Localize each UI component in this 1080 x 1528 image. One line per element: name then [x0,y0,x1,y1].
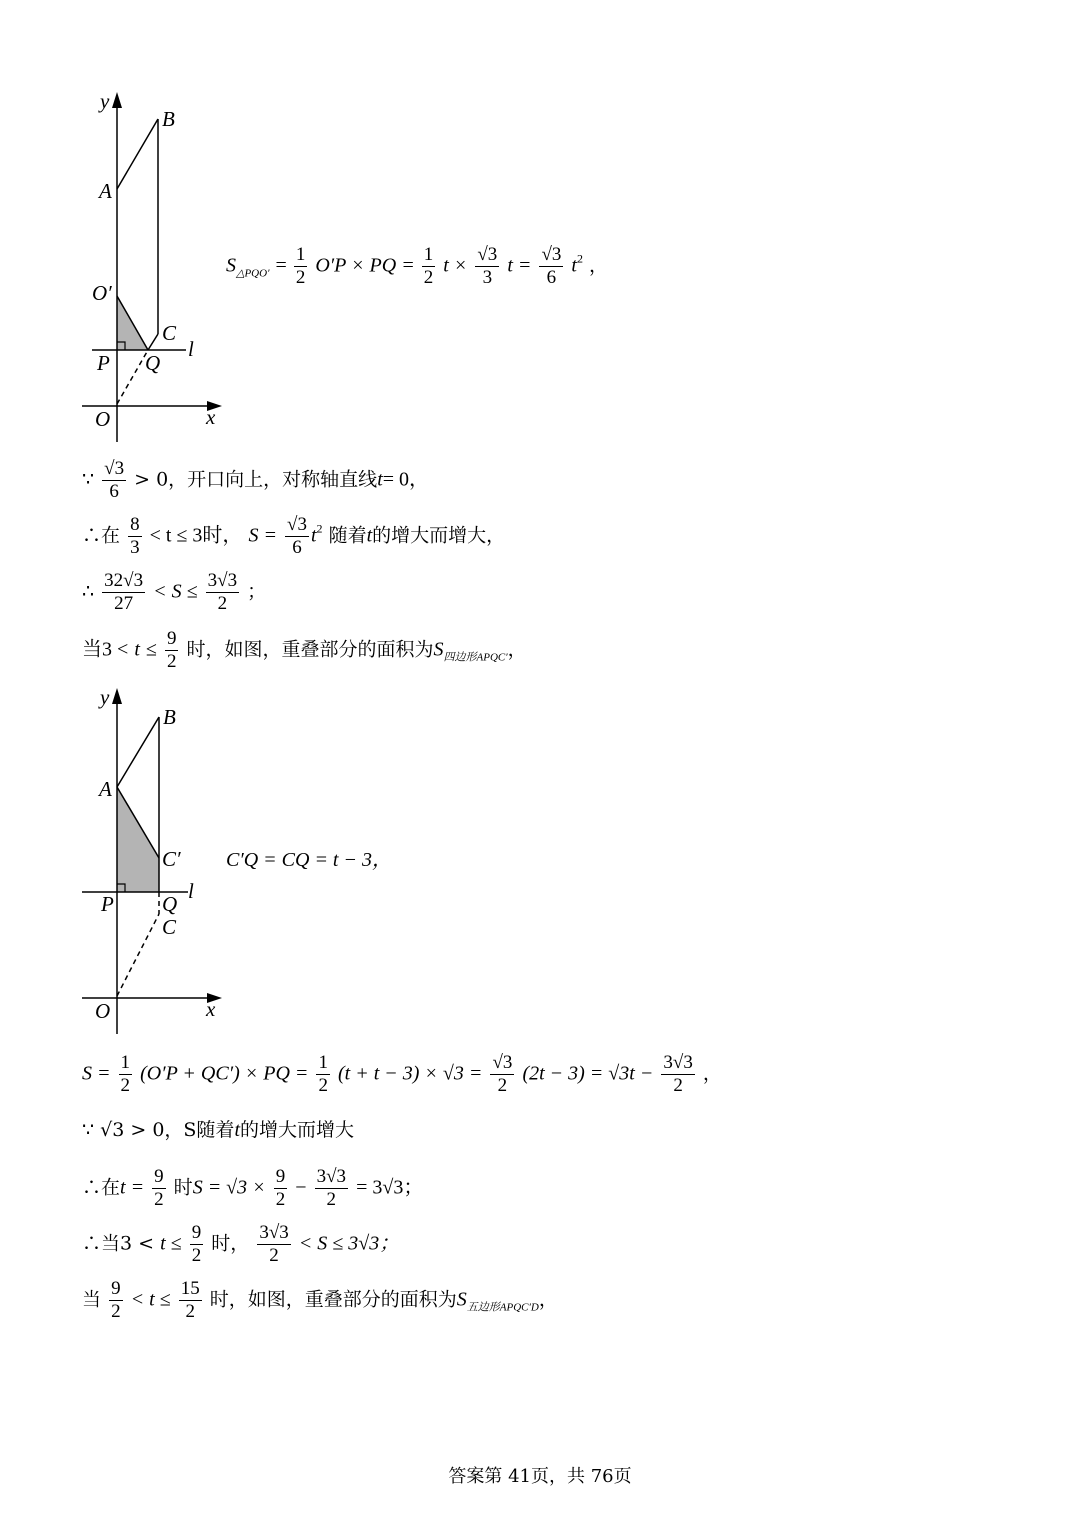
area-formula-2: S = $\frac{1}{2}$ (O′P + QC′) × PQ = $\frac{1}{2}$ (t + t − 3) × √3 = $\frac{√3}{2}$ (2t − 3) = √3t − $\frac{3√3}{2}$ ， [82,1052,722,1096]
label-p: P [101,892,114,916]
segment-cq [148,334,158,350]
y-axis-arrow [112,688,122,704]
length-formula: C′Q = CQ = t − 3， [226,849,392,871]
label-c: C [162,915,177,939]
label-o: O [95,407,111,431]
reason-line-1: ∵ $\frac{√3}{6}$ > 0，开口向上，对称轴直线t= 0， [82,458,430,502]
page-footer: 答案第 41页，共 76页 [448,1466,632,1487]
shaded-quadrilateral-apqc [117,787,159,892]
label-b: B [163,705,176,729]
reason-line-3: ∴ $\frac{32√3}{27}$ < S ≤ $\frac{3√3}{2}$ ； [82,570,267,614]
reason-line-5: ∴在t = $\frac{9}{2}$ 时S = √3 × $\frac{9}{2}$ − $\frac{3√3}{2}$ = 3√3； [82,1166,424,1210]
dashed-oc [117,914,159,996]
label-q: Q [145,351,161,375]
label-q: Q [162,892,178,916]
dashed-oq [117,350,148,404]
label-l: l [188,879,194,903]
label-x: x [206,997,216,1021]
label-o: O [95,999,111,1023]
case-line-2: 当 $\frac{9}{2}$ < t ≤ $\frac{15}{2}$ 时，如图，重叠部分的面积为$S_{五边形APQC'D}$， [82,1278,558,1322]
label-p: P [97,351,110,375]
label-l: l [188,337,194,361]
reason-line-6: ∴当3 < t ≤ $\frac{9}{2}$ 时， $\frac{3√3}{2}$ < S ≤ 3√3； [82,1222,400,1266]
reason-line-4: ∵ √3 > 0，S随着t的增大而增大 [82,1119,355,1141]
figure-1 [70,88,240,448]
case-line-1: 当3 < t ≤ $\frac{9}{2}$ 时，如图，重叠部分的面积为$S_{四边形APQC'}$， [82,628,527,672]
label-c-prime: C′ [162,847,181,871]
label-a: A [99,777,112,801]
label-o-prime: O′ [92,281,112,305]
label-c: C [162,321,177,345]
label-x: x [206,405,216,429]
label-b: B [162,107,175,131]
segment-ab [117,119,158,189]
y-axis-arrow [112,92,122,108]
figure-2 [70,680,240,1040]
area-formula-1: $S_{\triangle PQO'}$ = $\frac{1}{2}$ O′P × PQ = $\frac{1}{2}$ t × $\frac{√3}{3}$ t = $\frac{√3}{6}$ $t^2$ ， [226,244,609,288]
segment-ab [117,717,159,787]
reason-line-2: ∴在 $\frac{8}{3}$ < t ≤ 3时， S = $\frac{√3}{6}$ $t^2$ 随着t的增大而增大， [82,514,506,558]
label-y: y [100,685,110,709]
label-a: A [99,179,112,203]
label-y: y [100,89,110,113]
